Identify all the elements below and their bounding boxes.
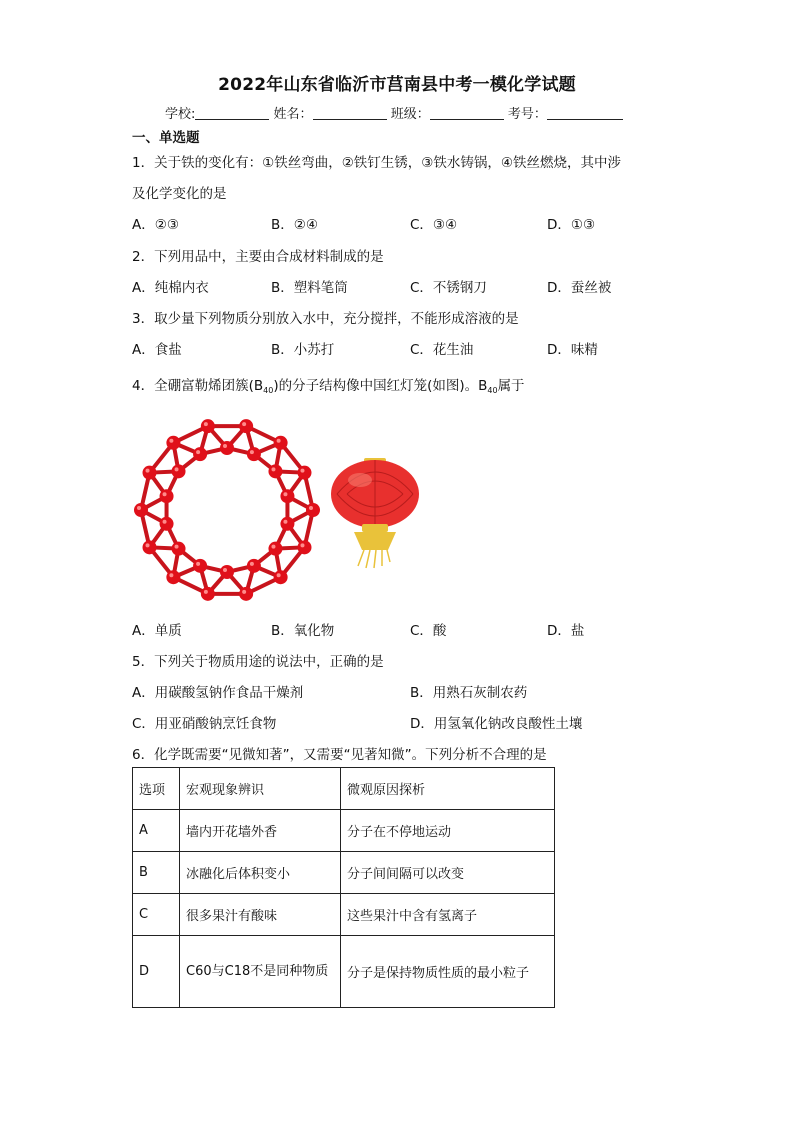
option-a[interactable]: A．②③ (132, 217, 179, 233)
atom-highlight (204, 422, 208, 426)
section-title: 一、单选题 (132, 130, 200, 146)
b40-figure-svg (132, 410, 422, 610)
number-blank[interactable] (547, 106, 623, 120)
option-a[interactable]: A．食盐 (132, 342, 182, 358)
boron-atom (247, 447, 261, 461)
b40-cluster-icon (134, 419, 320, 601)
table-cell: 很多果汁有酸味 (180, 894, 341, 936)
name-blank[interactable] (313, 106, 387, 120)
atom-highlight (175, 467, 179, 471)
table-cell: B (133, 852, 180, 894)
atom-highlight (146, 469, 150, 473)
student-info-line (165, 103, 623, 122)
atom-highlight (204, 590, 208, 594)
atom-highlight (163, 520, 167, 524)
atom-highlight (277, 439, 281, 443)
option-d[interactable]: D．①③ (547, 217, 596, 233)
atom-highlight (223, 444, 227, 448)
atom-highlight (137, 506, 141, 510)
school-blank[interactable] (195, 106, 269, 120)
boron-atom (220, 441, 234, 455)
table-cell (180, 936, 341, 1008)
subscript-40: 40 (487, 386, 498, 395)
boron-atom (280, 489, 294, 503)
table-cell: 这些果汁中含有氢离子 (341, 894, 555, 936)
atom-highlight (250, 562, 254, 566)
atom-highlight (146, 543, 150, 547)
b40-figure (132, 410, 422, 610)
atom-highlight (283, 492, 287, 496)
atom-highlight (169, 573, 173, 577)
option-b[interactable]: B．用熟石灰制农药 (410, 685, 528, 701)
option-b[interactable]: B．塑料笔筒 (271, 280, 348, 296)
option-c[interactable]: C．花生油 (410, 342, 474, 358)
option-d[interactable]: D．蚕丝被 (547, 280, 612, 296)
table-cell: C (133, 894, 180, 936)
class-blank[interactable] (430, 106, 504, 120)
boron-atom (160, 517, 174, 531)
option-b[interactable]: B．氧化物 (271, 623, 335, 639)
table-row (133, 852, 555, 894)
boron-atom (201, 587, 215, 601)
boron-atom (297, 540, 311, 554)
table-cell: A (133, 810, 180, 852)
option-d[interactable]: D．盐 (547, 623, 585, 639)
question-5-text: 5．下列关于物质用途的说法中，正确的是 (132, 654, 384, 670)
subscript-40: 40 (263, 386, 274, 395)
atom-highlight (223, 568, 227, 572)
table-header-row (133, 768, 555, 810)
atom-highlight (309, 506, 313, 510)
table-header-cell: 选项 (133, 768, 180, 810)
question-4-text (132, 374, 525, 395)
option-c[interactable]: C．用亚硝酸钠烹饪食物 (132, 716, 277, 732)
option-d[interactable]: D．味精 (547, 342, 598, 358)
atom-highlight (300, 469, 304, 473)
boron-atom (143, 540, 157, 554)
number-label: 考号： (507, 107, 547, 122)
question-4-part-c: 属于 (497, 378, 525, 394)
table-cell: D (133, 936, 180, 1008)
name-label: 姓名： (273, 107, 313, 122)
boron-atom (160, 489, 174, 503)
table-cell: 墙内开花墙外香 (180, 810, 341, 852)
boron-atom (247, 559, 261, 573)
boron-atom (239, 419, 253, 433)
table-cell: 分子间间隔可以改变 (341, 852, 555, 894)
atom-highlight (300, 543, 304, 547)
boron-atom (143, 466, 157, 480)
atom-highlight (196, 450, 200, 454)
atom-highlight (271, 467, 275, 471)
question-2-text: 2．下列用品中，主要由合成材料制成的是 (132, 249, 384, 265)
table-cell-text: C60与C18不是同种物质 (186, 963, 329, 979)
boron-atom (297, 466, 311, 480)
table-row (133, 894, 555, 936)
option-c[interactable]: C．③④ (410, 217, 458, 233)
question-6-table (132, 767, 555, 1008)
atom-highlight (242, 590, 246, 594)
atom-highlight (163, 492, 167, 496)
option-c[interactable]: C．不锈钢刀 (410, 280, 487, 296)
atom-highlight (271, 545, 275, 549)
boron-atom (172, 464, 186, 478)
red-lantern-icon (331, 458, 419, 568)
question-6-text: 6．化学既需要“见微知著”，又需要“见著知微”。下列分析不合理的是 (132, 747, 547, 763)
option-b[interactable]: B．②④ (271, 217, 318, 233)
boron-atom (220, 565, 234, 579)
atom-highlight (242, 422, 246, 426)
question-4-part-b: )的分子结构像中国红灯笼(如图)。B (273, 378, 488, 394)
option-a[interactable]: A．用碳酸氢钠作食品干燥剂 (132, 685, 304, 701)
school-label: 学校: (165, 107, 196, 122)
boron-atom (274, 570, 288, 584)
atom-highlight (283, 520, 287, 524)
option-a[interactable]: A．单质 (132, 623, 182, 639)
question-4-part-a: 4．全硼富勒烯团簇(B (132, 378, 264, 394)
question-1-text-cont: 及化学变化的是 (132, 186, 227, 202)
table-cell: 冰融化后体积变小 (180, 852, 341, 894)
boron-atom (274, 436, 288, 450)
table-cell: 分子是保持物质性质的最小粒子 (341, 936, 555, 1008)
table-row (133, 810, 555, 852)
atom-highlight (277, 573, 281, 577)
boron-atom (268, 464, 282, 478)
option-b[interactable]: B．小苏打 (271, 342, 335, 358)
boron-atom (201, 419, 215, 433)
option-c[interactable]: C．酸 (410, 623, 447, 639)
boron-atom (268, 542, 282, 556)
page-title: 2022年山东省临沂市莒南县中考一模化学试题 (218, 75, 576, 95)
table-cell: 分子在不停地运动 (341, 810, 555, 852)
boron-atom (166, 570, 180, 584)
boron-atom (134, 503, 148, 517)
atom-highlight (250, 450, 254, 454)
boron-atom (166, 436, 180, 450)
boron-atom (193, 559, 207, 573)
boron-atom (280, 517, 294, 531)
boron-atom (193, 447, 207, 461)
question-3-text: 3．取少量下列物质分别放入水中，充分搅拌，不能形成溶液的是 (132, 311, 519, 327)
atom-highlight (196, 562, 200, 566)
option-a[interactable]: A．纯棉内衣 (132, 280, 209, 296)
table-header-cell: 宏观现象辨识 (180, 768, 341, 810)
option-d[interactable]: D．用氢氧化钠改良酸性土壤 (410, 716, 583, 732)
table-header-cell: 微观原因探析 (341, 768, 555, 810)
boron-atom (306, 503, 320, 517)
boron-atom (172, 542, 186, 556)
atom-highlight (169, 439, 173, 443)
atom-highlight (175, 545, 179, 549)
table-row (133, 936, 555, 1008)
boron-atom (239, 587, 253, 601)
question-1-text: 1．关于铁的变化有：①铁丝弯曲，②铁钉生锈，③铁水铸锅，④铁丝燃烧，其中涉 (132, 155, 621, 171)
class-label: 班级： (390, 107, 430, 122)
